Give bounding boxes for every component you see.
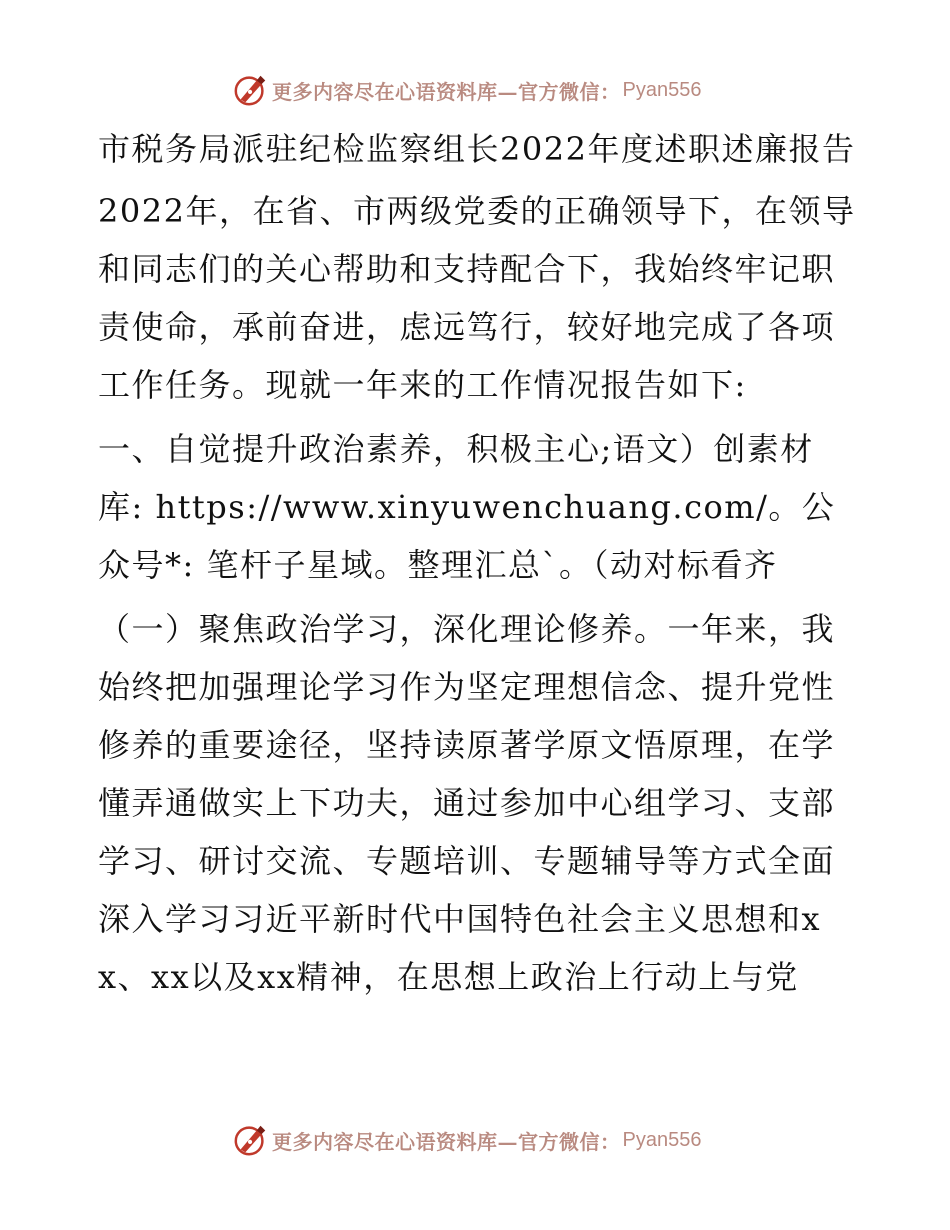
banner-text: 更多内容尽在心语资料库—官方微信：: [272, 1129, 621, 1154]
banner-text: 更多内容尽在心语资料库—官方微信：: [272, 79, 621, 104]
paragraph: 2022年，在省、市两级党委的正确领导下，在领导和同志们的关心帮助和支持配合下，我始终牢记职责使命，承前奋进，虑远笃行，较好地完成了各项工作任务。现就一年来的工作情况报告如下:: [98, 192, 856, 404]
paragraph: （一）聚焦政治学习，深化理论修养。一年来，我始终把加强理论学习作为坚定理想信念、提升党性修养的重要途径，坚持读原著学原文悟原理，在学懂弄通做实上下功夫，通过参加中心组学习、支部学习、研讨交流、专题培训、专题辅导等方式全面深入学习习近平新时代中国特色社会主义思想和xx、xx以及xx精神，在思想上政治上行动上与党: [98, 610, 836, 996]
footer-banner: [232, 1120, 732, 1160]
document-title: 市税务局派驻纪检监察组长2022年度述职述廉报告: [98, 130, 856, 168]
document-body: [98, 123, 858, 1006]
header-banner: [232, 70, 732, 110]
pen-nib-logo-icon: [232, 71, 270, 109]
wechat-id: Pyan556: [622, 78, 702, 101]
paragraph: 一、自觉提升政治素养，积极主心;语文）创素材库: https://www.xinyuwenchuang.com/。公众号*: 笔杆子星域。整理汇总`。（动对标看齐: [98, 430, 836, 584]
wechat-id: Pyan556: [622, 1128, 702, 1151]
pen-nib-logo-icon: [232, 1121, 270, 1159]
